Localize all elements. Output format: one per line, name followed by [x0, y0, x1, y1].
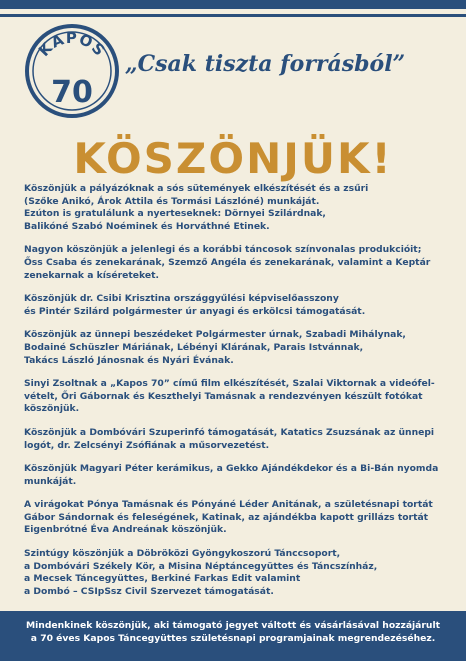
- text-line: (Szőke Anikó, Árok Attila és Tormási Lászlóné) munkáját.: [24, 195, 320, 207]
- logo-number: 70: [51, 75, 93, 110]
- text-line: vételt, Őri Gábornak és Keszthelyi Tamásnak a rendezvényen készült fotókat: [24, 390, 423, 402]
- text-line: Köszönjük a pályázóknak a sós sütemények elkészítését és a zsűri: [24, 183, 369, 194]
- footer-line: a 70 éves Kapos Táncegyüttes születésnapi programjainak megrendezéséhez.: [30, 633, 436, 644]
- text-line: Köszönjük dr. Csibi Krisztina országgyűlési képviselőasszony: [24, 293, 339, 305]
- text-line: a Mecsek Táncegyüttes, Berkiné Farkas Edit valamint: [24, 573, 301, 585]
- top-stripe: [0, 0, 466, 9]
- kapos-70-logo: [23, 22, 121, 120]
- text-line: A virágokat Pónya Tamásnak és Pónyáné Léder Anitának, a születésnapi tortát: [24, 499, 433, 511]
- text-line: Nagyon köszönjük a jelenlegi és a korábbi táncosok színvonalas produkcióit;: [24, 244, 422, 256]
- logo-top-text: KAPOS: [35, 28, 110, 60]
- paragraph-flowers-cake: [24, 499, 449, 537]
- text-line: és Pintér Szilárd polgármester úr anyagi és erkölcsi támogatását.: [24, 305, 366, 317]
- paragraph-sponsors: [24, 427, 449, 452]
- top-thin-stripe: [0, 14, 466, 17]
- text-line: Köszönjük az ünnepi beszédeket Polgármester úrnak, Szabadi Mihálynak,: [24, 329, 406, 341]
- paragraph-speeches: [24, 329, 449, 367]
- paragraph-dance-groups: [24, 548, 449, 598]
- text-line: Eigenbrótné Éva Andreának köszönjük.: [24, 524, 227, 536]
- text-line: Sinyi Zsoltnak a „Kapos 70” című film elkészítését, Szalai Viktornak a videófel-: [24, 378, 435, 390]
- text-line: Gábor Sándornak és feleségének, Katinak, az ajándékba kapott grillázs tortát: [24, 511, 429, 523]
- text-line: a Dombóvári Székely Kör, a Misina Néptáncegyüttes és Táncszínház,: [24, 560, 378, 572]
- paragraph-pastry-contest: [24, 183, 449, 233]
- motto: „Csak tiszta forrásból”: [125, 51, 406, 77]
- paragraph-officials: [24, 293, 449, 318]
- text-line: Köszönjük Magyari Péter kerámikus, a Gekko Ajándékdekor és a Bi-Bán nyomda: [24, 463, 439, 475]
- thanks-content: [24, 183, 449, 609]
- text-line: Balikóné Szabó Noéminek és Horváthné Etinek.: [24, 220, 270, 232]
- text-line: Ezúton is gratulálunk a nyerteseknek: Dörnyei Szilárdnak,: [24, 208, 326, 220]
- text-line: Bodainé Schüszler Máriának, Lébényi Klárának, Parais Istvánnak,: [24, 341, 364, 353]
- paragraph-crafts: [24, 463, 449, 488]
- text-line: Takács László Jánosnak és Nyári Évának.: [24, 354, 234, 366]
- text-line: Köszönjük a Dombóvári Szuperinfó támogatását, Katatics Zsuzsának az ünnepi: [24, 426, 435, 438]
- text-line: zenekarnak a kíséreteket.: [24, 269, 159, 281]
- footer-line: Mindenkinek köszönjük, aki támogató jegyet váltott és vásárlásával hozzájárult: [25, 620, 440, 631]
- text-line: Őss Csaba és zenekarának, Szemző Angéla és zenekarának, valamint a Keptár: [24, 256, 431, 268]
- page-title: KÖSZÖNJÜK!: [73, 134, 393, 183]
- text-line: köszönjük.: [24, 403, 80, 415]
- paragraph-film: [24, 378, 449, 416]
- text-line: a Dombó – CSIpSsz Civil Szervezet támogatását.: [24, 585, 274, 597]
- text-line: munkáját.: [24, 475, 77, 487]
- text-line: Szintúgy köszönjük a Döbröközi Gyöngykoszorú Tánccsoport,: [24, 548, 341, 560]
- paragraph-dancers: [24, 244, 449, 282]
- text-line: logót, dr. Zelcsényi Zsófiának a műsorvezetést.: [24, 439, 270, 451]
- footer-text: [0, 619, 466, 645]
